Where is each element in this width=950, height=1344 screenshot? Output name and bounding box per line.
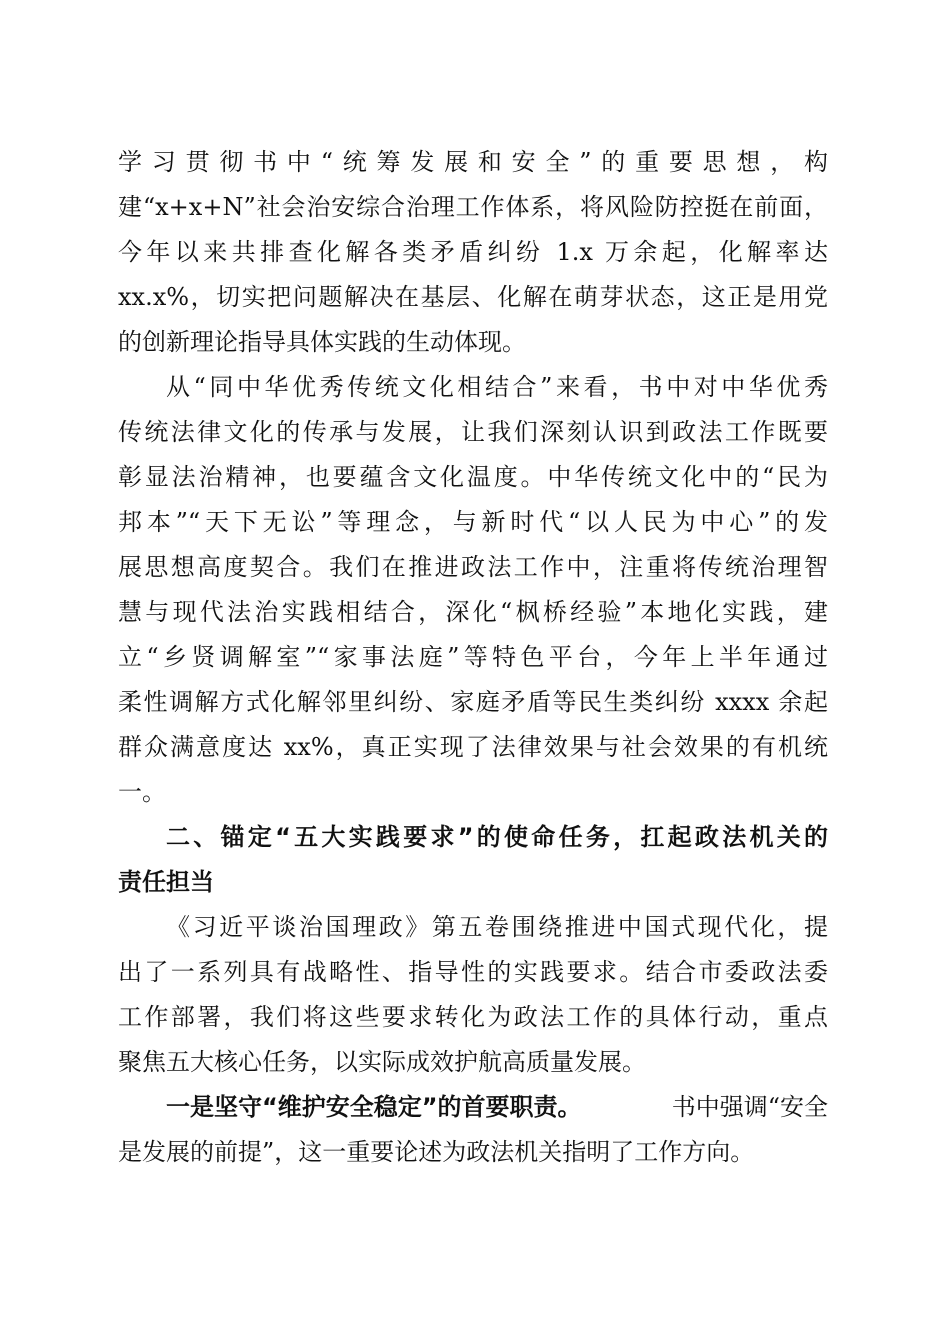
- text-line: 的创新理论指导具体实践的生动体现。: [118, 328, 526, 356]
- text-line: [166, 1091, 828, 1123]
- section-heading: 责任担当: [118, 868, 214, 896]
- text-line: 今年以来共排查化解各类矛盾纠纷 1.x 万余起，化解率达: [118, 238, 828, 266]
- text-line: 慧与现代法治实践相结合，深化“枫桥经验”本地化实践，建: [118, 598, 828, 626]
- text-line: 出了一系列具有战略性、指导性的实践要求。结合市委政法委: [118, 958, 828, 986]
- lead-phrase: 一是坚守“维护安全稳定”的首要职责。: [166, 1093, 582, 1121]
- text-line: xx.x%，切实把问题解决在基层、化解在萌芽状态，这正是用党: [118, 283, 828, 311]
- text-line: 传统法律文化的传承与发展，让我们深刻认识到政法工作既要: [118, 418, 828, 446]
- text-line: 邦本”“天下无讼”等理念，与新时代“以人民为中心”的发: [118, 508, 828, 536]
- section-heading: 二、锚定“五大实践要求”的使命任务，扛起政法机关的: [166, 823, 828, 851]
- text-fragment: 书中强调“安全: [671, 1093, 828, 1121]
- text-line: 建“x+x+N”社会治安综合治理工作体系，将风险防控挺在前面，: [118, 193, 828, 221]
- text-line: 从“同中华优秀传统文化相结合”来看，书中对中华优秀: [166, 373, 828, 401]
- text-line: 一。: [118, 778, 166, 806]
- text-line: 聚焦五大核心任务，以实际成效护航高质量发展。: [118, 1048, 646, 1076]
- text-line: 彰显法治精神，也要蕴含文化温度。中华传统文化中的“民为: [118, 463, 828, 491]
- text-line: 是发展的前提”，这一重要论述为政法机关指明了工作方向。: [118, 1138, 755, 1166]
- text-line: 《习近平谈治国理政》第五卷围绕推进中国式现代化，提: [166, 913, 828, 941]
- text-line: 学习贯彻书中“统筹发展和安全”的重要思想，构: [118, 148, 828, 176]
- text-line: 展思想高度契合。我们在推进政法工作中，注重将传统治理智: [118, 553, 828, 581]
- text-line: 立“乡贤调解室”“家事法庭”等特色平台，今年上半年通过: [118, 643, 828, 671]
- text-line: 柔性调解方式化解邻里纠纷、家庭矛盾等民生类纠纷 xxxx 余起: [118, 688, 828, 716]
- text-line: 工作部署，我们将这些要求转化为政法工作的具体行动，重点: [118, 1003, 828, 1031]
- text-line: 群众满意度达 xx%，真正实现了法律效果与社会效果的有机统: [118, 733, 828, 761]
